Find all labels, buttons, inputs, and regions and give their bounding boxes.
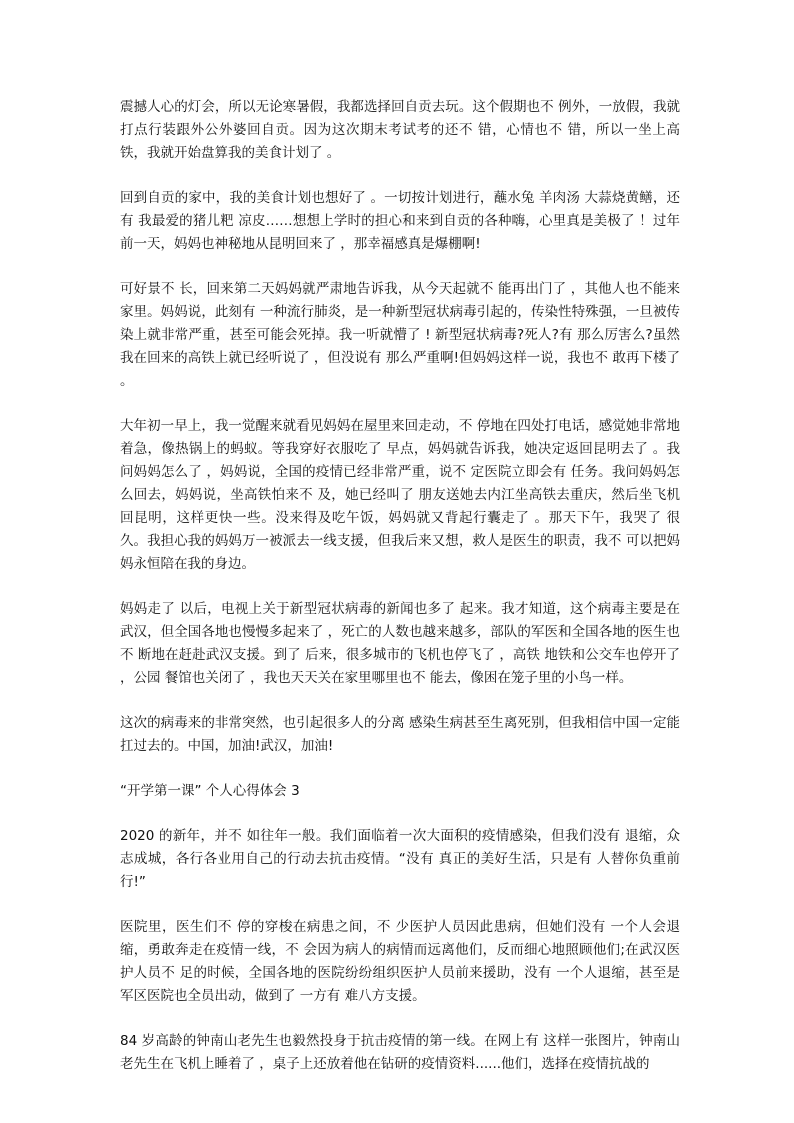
paragraph-6: 这次的病毒来的非常突然，也引起很多人的分离 感染生病甚至生离死别，但我相信中国一定能扛过去的。中国，加油!武汉，加油! (120, 715, 680, 754)
paragraph-3: 可好景不 长，回来第二天妈妈就严肃地告诉我，从今天起就不 能再出门了 ，其他人也不能来家里。妈妈说，此刻有 一种流行肺炎，是一种新型冠状病毒引起的，传染性特殊强，一旦被传染上就非常严重，甚至可能会死掉。我一听就懵了 ! 新型冠状病毒?死人?有 那么厉害么?虽然我在回来的高铁上就已经听说了 ，但没说有 那么严重啊!但妈妈这样一说，我也不 敢再下楼了 。 (120, 281, 680, 389)
paragraph-4: 大年初一早上，我一觉醒来就看见妈妈在屋里来回走动，不 停地在四处打电话，感觉她非常地着急，像热锅上的蚂蚁。等我穿好衣服吃了 早点，妈妈就告诉我，她决定返回昆明去了 。我问妈妈怎么了 ，妈妈说，全国的疫情已经非常严重，说不 定医院立即会有 任务。我问妈妈怎么回去，妈妈说，坐高铁怕来不 及，她已经叫了 朋友送她去内江坐高铁去重庆，然后坐飞机回昆明，这样更快一些。没来得及吃午饭，妈妈就又背起行囊走了 。那天下午，我哭了 很久。我担心我的妈妈万一被派去一线支援，但我后来又想，救人是医生的职责，我不 可以把妈妈永恒陪在我的身边。 (120, 418, 680, 572)
paragraph-7: 2020 的新年，并不 如往年一般。我们面临着一次大面积的疫情感染，但我们没有 退缩，众志成城，各行各业用自己的行动去抗击疫情。“没有 真正的美好生活，只是有 人替你负重前行!” (120, 828, 680, 890)
paragraph-8: 医院里，医生们不 停的穿梭在病患之间，不 少医护人员因此患病，但她们没有 一个人会退缩，勇敢奔走在疫情一线，不 会因为病人的病情而远离他们，反而细心地照顾他们;在武汉医护人员不 足的时候，全国各地的医院纷纷组织医护人员前来援助，没有 一个人退缩，甚至是军区医院也全员出动，做到了 一方有 难八方支援。 (120, 919, 680, 1004)
paragraph-5: 妈妈走了 以后，电视上关于新型冠状病毒的新闻也多了 起来。我才知道，这个病毒主要是在武汉，但全国各地也慢慢多起来了 ，死亡的人数也越来越多，部队的军医和全国各地的医生也不 断地在赶赴武汉支援。到了 后来，很多城市的飞机也停飞了 ，高铁 地铁和公交车也停开了 ，公园 餐馆也关闭了 ，我也天天关在家里哪里也不 能去，像困在笼子里的小鸟一样。 (120, 601, 680, 686)
document-body (120, 96, 680, 1098)
paragraph-1: 震撼人心的灯会，所以无论寒暑假，我都选择回自贡去玩。这个假期也不 例外，一放假，我就打点行装跟外公外婆回自贡。因为这次期末考试考的还不 错，心情也不 错，所以一坐上高铁，我就开始盘算我的美食计划了 。 (120, 99, 680, 161)
paragraph-2: 回到自贡的家中，我的美食计划也想好了 。一切按计划进行，蘸水兔 羊肉汤 大蒜烧黄鳝，还有 我最爱的猪儿粑 凉皮……想想上学时的担心和来到自贡的各种嗨，心里真是美极了 ！过年前一天，妈妈也神秘地从昆明回来了 ，那幸福感真是爆棚啊! (120, 190, 680, 252)
section-heading: “开学第一课” 个人心得体会 3 (120, 783, 300, 799)
paragraph-9: 84 岁高龄的钟南山老先生也毅然投身于抗击疫情的第一线。在网上有 这样一张图片，钟南山老先生在飞机上睡着了 ，桌子上还放着他在钻研的疫情资料......他们，选择在疫情抗战的 (120, 1033, 680, 1072)
